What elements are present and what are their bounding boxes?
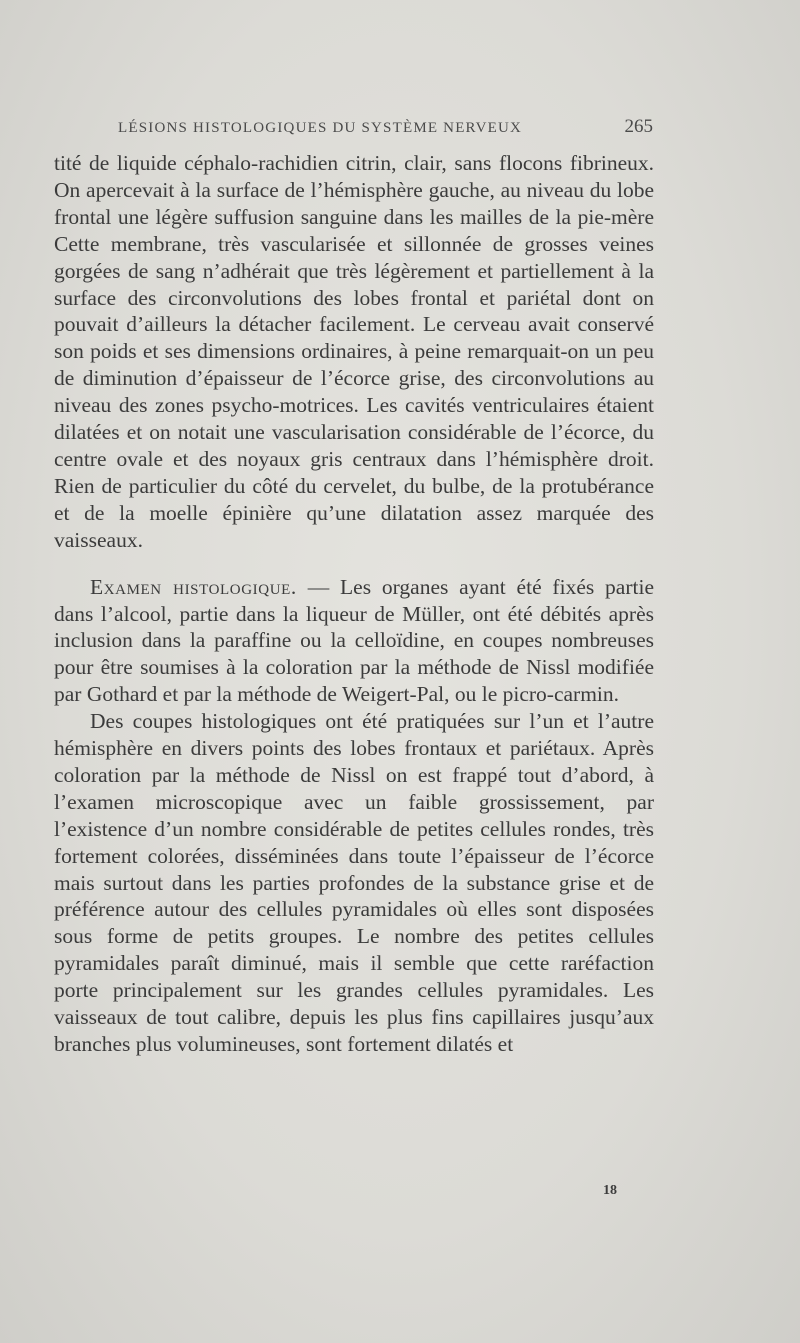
paragraph-3: Des coupes histologiques ont été pratiquées sur l’un et l’autre hémisphère en divers points des lobes frontaux et pariétaux. Après coloration par la méthode de Nissl on est frappé tout d’abord, à l’examen microscopique avec un faible grossissement, par l’existence d’un nombre considérable de petites cellules rondes, très fortement colorées, disséminées dans toute l’épaisseur de l’écorce mais surtout dans les parties profondes de la substance grise et de préférence autour des cellules pyramidales où elles sont disposées sous forme de petits groupes. Le nombre des petites cellules pyramidales paraît diminué, mais il semble que cette raréfaction porte principalement sur les grandes cellules pyramidales. Les vaisseaux de tout calibre, depuis les plus fins capillaires jusqu’aux branches plus volumineuses, sont fortement dilatés et [54,709,654,1056]
body-text [54,150,654,1058]
running-head [118,116,653,138]
paragraph-2 [54,574,654,709]
paragraph-1: tité de liquide céphalo-rachidien citrin, clair, sans flocons fibrineux. On apercevait à la surface de l’hémisphère gauche, au niveau du lobe frontal une légère suffusion sanguine dans les mailles de la pie-mère Cette membrane, très vascularisée et sillonnée de grosses veines gorgées de sang n’adhérait que très légèrement et partiellement à la surface des circonvolutions des lobes frontal et pariétal dont on pouvait d’ailleurs la détacher facilement. Le cerveau avait conservé son poids et ses dimensions ordinaires, à peine remarquait-on un peu de diminution d’épaisseur de l’écorce grise, des circonvolutions au niveau des zones psycho-motrices. Les cavités ventriculaires étaient dilatées et on notait une vascularisation considérable de l’écorce, du centre ovale et des noyaux gris centraux dans l’hémisphère droit. Rien de particulier du côté du cervelet, du bulbe, de la protubérance et de la moelle épinière qu’une dilatation assez marquée des vaisseaux. [54,151,654,552]
section-heading: Examen histologique. [90,574,297,599]
running-title: LÉSIONS HISTOLOGIQUES DU SYSTÈME NERVEUX [118,120,523,136]
paragraph-2-text: — Les organes ayant été fixés partie dans l’alcool, partie dans la liqueur de Müller, ont été débités après inclusion dans la paraffine ou la celloïdine, en coupes nombreuses pour être soumises à la coloration par la méthode de Nissl modifiée par Gothard et par la méthode de Weigert-Pal, ou le picro-carmin. [54,574,654,707]
page-number: 265 [624,116,653,137]
signature-mark: 18 [603,1183,617,1198]
